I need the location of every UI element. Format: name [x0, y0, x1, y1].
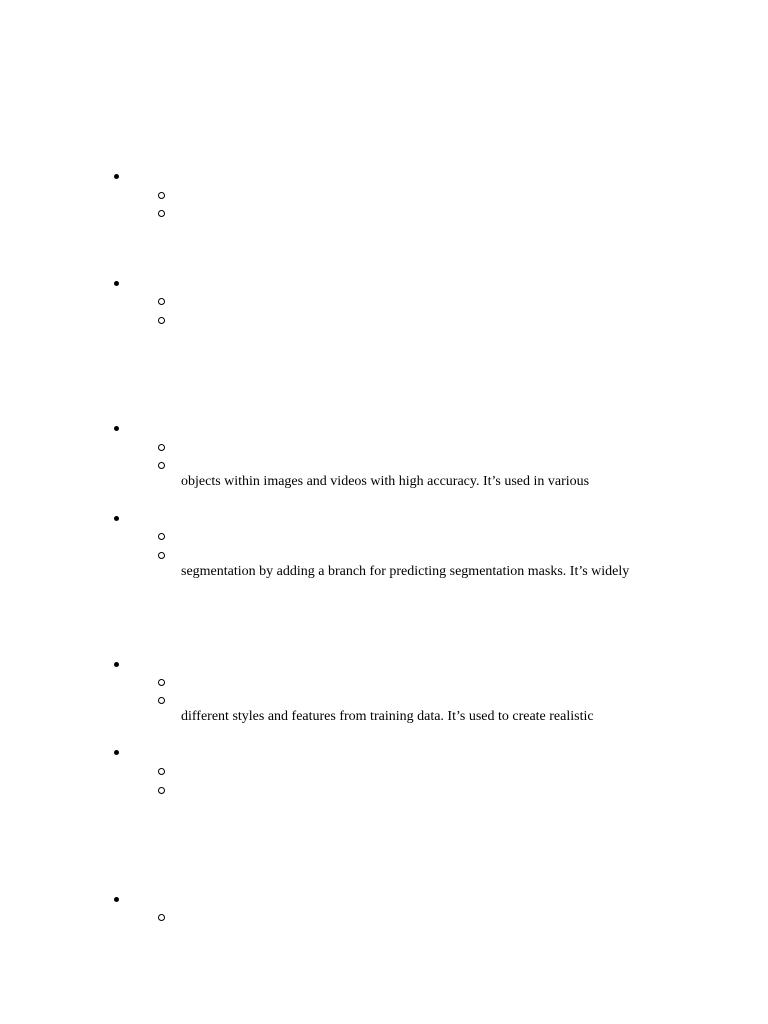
- sub-bullet-item: [157, 763, 167, 781]
- sub-bullet-item: [157, 909, 167, 927]
- sub-bullet-item: [157, 457, 167, 475]
- bullet-item: [112, 891, 122, 909]
- bullet-item: [112, 510, 122, 528]
- sub-bullet-item: [157, 782, 167, 800]
- sub-bullet-item: [157, 205, 167, 223]
- sub-bullet-item: [157, 293, 167, 311]
- body-text-line: different styles and features from training data. It’s used to create realistic: [181, 709, 594, 724]
- bullet-item: [112, 168, 122, 186]
- sub-bullet-item: [157, 674, 167, 692]
- sub-bullet-item: [157, 312, 167, 330]
- body-text-line: objects within images and videos with high accuracy. It’s used in various: [181, 474, 590, 489]
- body-text-line: segmentation by adding a branch for predicting segmentation masks. It’s widely: [181, 564, 630, 579]
- sub-bullet-item: [157, 547, 167, 565]
- bullet-item: [112, 420, 122, 438]
- bullet-item: [112, 656, 122, 674]
- sub-bullet-item: [157, 187, 167, 205]
- sub-bullet-item: [157, 528, 167, 546]
- bullet-item: [112, 275, 122, 293]
- sub-bullet-item: [157, 692, 167, 710]
- sub-bullet-item: [157, 439, 167, 457]
- bullet-item: [112, 744, 122, 762]
